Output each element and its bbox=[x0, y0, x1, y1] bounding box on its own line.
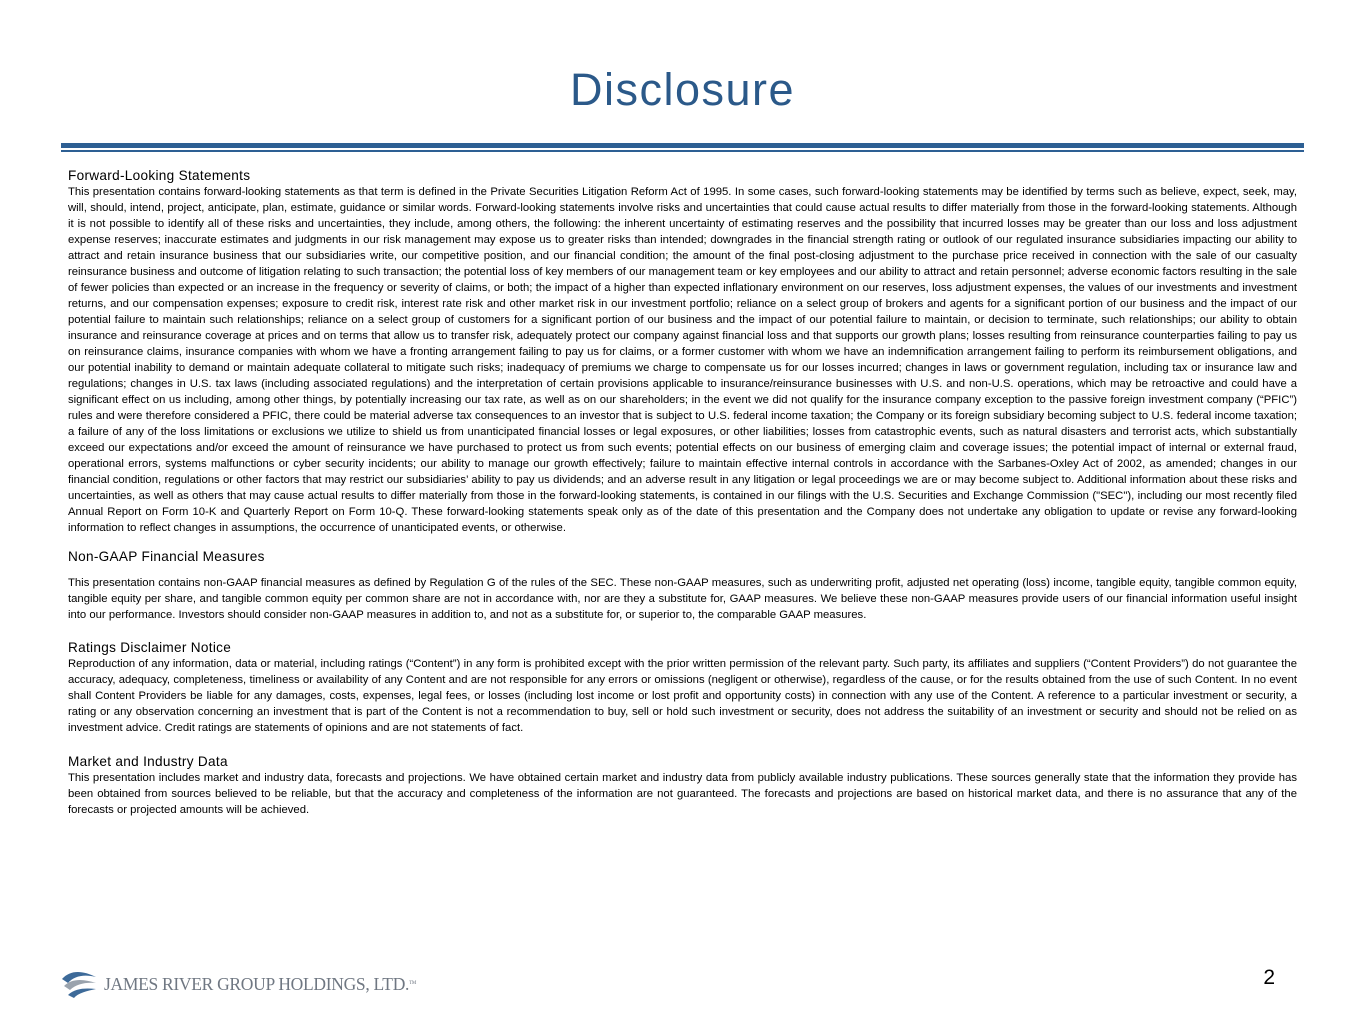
section-non-gaap-financial-measures bbox=[68, 549, 1297, 623]
disclosure-content bbox=[68, 168, 1297, 818]
company-logo bbox=[60, 967, 416, 1001]
river-wave-icon bbox=[60, 969, 98, 999]
title-divider-thick bbox=[61, 143, 1304, 148]
trademark-mark: TM bbox=[409, 981, 417, 986]
page-number: 2 bbox=[1263, 966, 1275, 989]
section-body: This presentation contains non-GAAP financial measures as defined by Regulation G of the rules of the SEC. These non-GAAP measures, such as underwriting profit, adjusted net operating (loss) income, tangible equity, tangible common equity, tangible equity per share, and tangible common equity per common share are not in accordance with, nor are they a substitute for, GAAP measures. We believe these non-GAAP measures provide users of our financial information useful insight into our performance. Investors should consider non-GAAP measures in addition to, and not as a substitute for, or superior to, the comparable GAAP measures. bbox=[68, 577, 1297, 621]
section-heading: Forward-Looking Statements bbox=[68, 168, 251, 183]
page-title: Disclosure bbox=[569, 64, 796, 115]
section-heading: Ratings Disclaimer Notice bbox=[68, 640, 232, 655]
section-body: This presentation contains forward-looking statements as that term is defined in the Private Securities Litigation Reform Act of 1995. In some cases, such forward-looking statements may be identified by terms such as believe, expect, seek, may, will, should, intend, project, anticipate, plan, estimate, guidance or similar words. Forward-looking statements involve risks and uncertainties that could cause actual results to differ materially from those in the forward-looking statements. Although it is not possible to identify all of these risks and uncertainties, they include, among others, the following: the inherent uncertainty of estimating reserves and the possibility that incurred losses may be greater than our loss and loss adjustment expense reserves; inaccurate estimates and judgments in our risk management may expose us to greater risks than intended; downgrades in the financial strength rating or outlook of our regulated insurance subsidiaries impacting our ability to attract and retain insurance business that our subsidiaries write, our competitive position, and our financial condition; the amount of the final post-closing adjustment to the purchase price received in connection with the sale of our casualty reinsurance business and outcome of litigation relating to such transaction; the potential loss of key members of our management team or key employees and our ability to attract and retain personnel; adverse economic factors resulting in the sale of fewer policies than expected or an increase in the frequency or severity of claims, or both; the impact of a higher than expected inflationary environment on our reserves, loss adjustment expenses, the values of our investments and investment returns, and our compensation expenses; exposure to credit risk, interest rate risk and other market risk in our investment portfolio; reliance on a select group of brokers and agents for a significant portion of our business and the impact of our potential failure to maintain such relationships; reliance on a select group of customers for a significant portion of our business and the impact of our potential failure to maintain, or decision to terminate, such relationships; our ability to obtain insurance and reinsurance coverage at prices and on terms that allow us to transfer risk, adequately protect our company against financial loss and that supports our growth plans; losses resulting from reinsurance counterparties failing to pay us on reinsurance claims, insurance companies with whom we have a fronting arrangement failing to pay us for claims, or a former customer with whom we have an indemnification arrangement failing to perform its reimbursement obligations, and our potential inability to demand or maintain adequate collateral to mitigate such risks; inadequacy of premiums we charge to compensate us for our losses incurred; changes in laws or government regulation, including tax or insurance law and regulations; changes in U.S. tax laws (including associated regulations) and the interpretation of certain provisions applicable to insurance/reinsurance businesses with U.S. and non-U.S. operations, which may be retroactive and could have a significant effect on us including, among other things, by potentially increasing our tax rate, as well as on our shareholders; in the event we did not qualify for the insurance company exception to the passive foreign investment company (“PFIC”) rules and were therefore considered a PFIC, there could be material adverse tax consequences to an investor that is subject to U.S. federal income taxation; the Company or its foreign subsidiary becoming subject to U.S. federal income taxation; a failure of any of the loss limitations or exclusions we utilize to shield us from unanticipated financial losses or legal exposures, or other liabilities; losses from catastrophic events, such as natural disasters and terrorist acts, which substantially exceed our expectations and/or exceed the amount of reinsurance we have purchased to protect us from such events; potential effects on our business of emerging claim and coverage issues; the potential impact of internal or external fraud, operational errors, systems malfunctions or cyber security incidents; our ability to manage our growth effectively; failure to maintain effective internal controls in accordance with the Sarbanes-Oxley Act of 2002, as amended; changes in our financial condition, regulations or other factors that may restrict our subsidiaries’ ability to pay us dividends; and an adverse result in any litigation or legal proceedings we are or may become subject to. Additional information about these risks and uncertainties, as well as others that may cause actual results to differ materially from those in the forward-looking statements, is contained in our filings with the U.S. Securities and Exchange Commission ("SEC"), including our most recently filed Annual Report on Form 10-K and Quarterly Report on Form 10-Q. These forward-looking statements speak only as of the date of this presentation and the Company does not undertake any obligation to update or revise any forward-looking information to reflect changes in assumptions, the occurrence of unanticipated events, or otherwise. bbox=[68, 186, 1297, 534]
section-heading: Market and Industry Data bbox=[68, 754, 228, 769]
section-body: This presentation includes market and industry data, forecasts and projections. We have obtained certain market and industry data from publicly available industry publications. These sources generally state that the information they provide has been obtained from sources believed to be reliable, but that the accuracy and completeness of the information are not guaranteed. The forecasts and projections are based on historical market data, and there is no assurance that any of the forecasts or projected amounts will be achieved. bbox=[68, 772, 1297, 816]
section-heading: Non-GAAP Financial Measures bbox=[68, 549, 265, 564]
section-forward-looking-statements bbox=[68, 168, 1297, 536]
section-ratings-disclaimer-notice bbox=[68, 640, 1297, 736]
section-market-and-industry-data bbox=[68, 754, 1297, 818]
title-divider-thin bbox=[61, 150, 1304, 152]
logo-wordmark: JAMES RIVER GROUP HOLDINGS, LTD.™ bbox=[104, 974, 417, 994]
section-body: Reproduction of any information, data or material, including ratings (“Content”) in any form is prohibited except with the prior written permission of the relevant party. Such party, its affiliates and suppliers (“Content Providers”) do not guarantee the accuracy, adequacy, completeness, timeliness or availability of any Content and are not responsible for any errors or omissions (negligent or otherwise), regardless of the cause, or for the results obtained from the use of such Content. In no event shall Content Providers be liable for any damages, costs, expenses, legal fees, or losses (including lost income or lost profit and opportunity costs) in connection with any use of the Content. A reference to a particular investment or security, a rating or any observation concerning an investment that is part of the Content is not a recommendation to buy, sell or hold such investment or security, does not address the suitability of an investment or security and should not be relied on as investment advice. Credit ratings are statements of opinions and are not statements of fact. bbox=[68, 658, 1297, 734]
